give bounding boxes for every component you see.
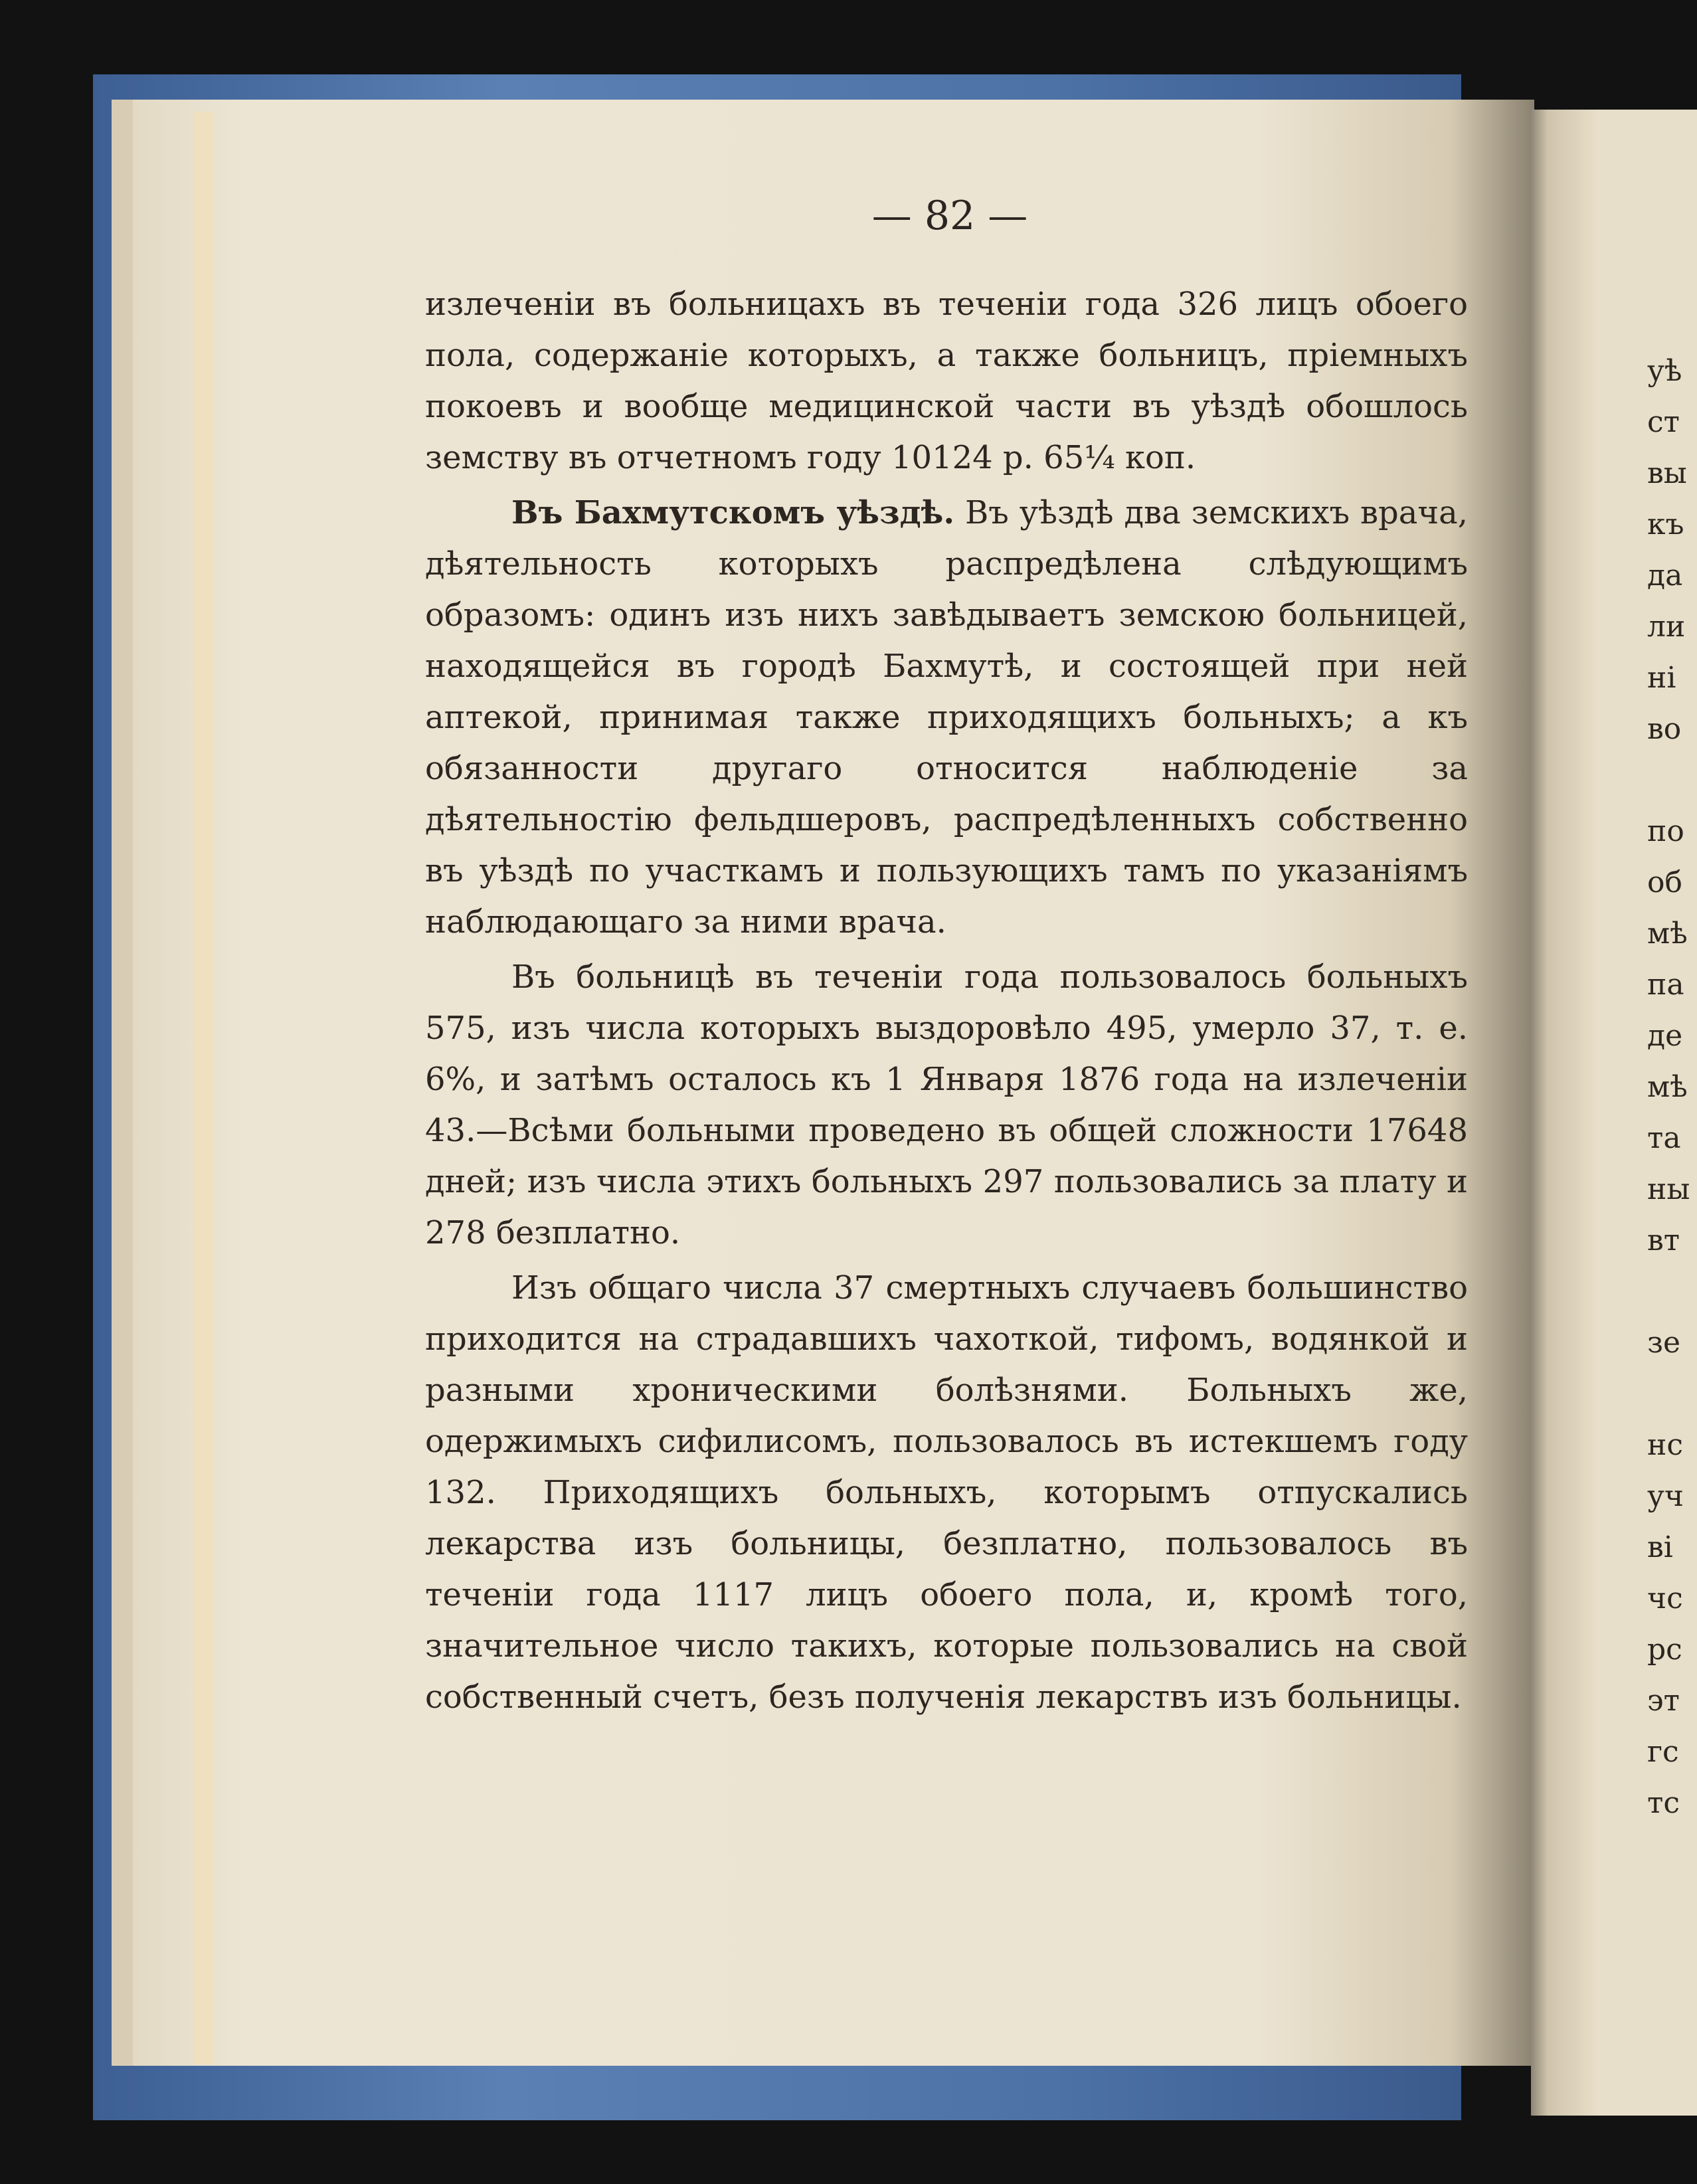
right-page-fragment: та — [1647, 1121, 1681, 1155]
right-page-fragment: во — [1647, 712, 1682, 746]
right-page-fragment: по — [1647, 814, 1684, 848]
right-page-fragment: вт — [1647, 1224, 1680, 1257]
right-page-fragment: уѣ — [1647, 354, 1682, 388]
right-page-fragment — [1647, 1368, 1694, 1419]
right-page-fragment: об — [1647, 865, 1682, 899]
right-page-fragment: мѣ — [1647, 1070, 1688, 1104]
right-page-fragment: къ — [1647, 507, 1684, 541]
right-page-fragment — [1647, 1266, 1694, 1317]
paragraph-2 — [425, 488, 1468, 948]
right-page-fragment: ні — [1647, 661, 1676, 695]
page-edge — [194, 112, 214, 2064]
paragraph-2-text: Въ уѣздѣ два земскихъ врача, дѣятельность которыхъ распредѣлена слѣдующимъ образомъ: одинъ изъ нихъ завѣдываетъ земскою больницей, находящейся въ городѣ Бахмутѣ, и состоящей при ней аптекой, принимая также приходящихъ больныхъ; а къ обязанности другаго относится наблюденіе за дѣятельностію фельдшеровъ, распредѣленныхъ собственно въ уѣздѣ по участкамъ и пользующихъ тамъ по указаніямъ наблюдающаго за ними врача. — [425, 494, 1469, 941]
page-body — [425, 279, 1468, 1727]
right-page-fragment: гс — [1647, 1735, 1679, 1769]
right-page-fragment: зе — [1647, 1326, 1681, 1360]
right-page-fragment: ны — [1647, 1172, 1690, 1206]
right-page-fragment: рс — [1647, 1633, 1682, 1667]
right-page-fragment: нс — [1647, 1428, 1683, 1462]
paragraph-1: излеченіи въ больницахъ въ теченіи года 326 лицъ обоего пола, содержаніе которыхъ, а также больницъ, пріемныхъ покоевъ и вообще медицинской части въ уѣздѣ обошлось земству въ отчетномъ году 10124 р. 65¼ коп. — [425, 286, 1468, 476]
right-page-fragment: чс — [1647, 1582, 1683, 1615]
right-page-fragment: де — [1647, 1019, 1683, 1053]
right-page-fragment: па — [1647, 968, 1684, 1002]
right-page-fragment: эт — [1647, 1684, 1680, 1718]
page-number: — 82 — — [871, 193, 1028, 239]
section-heading: Въ Бахмутскомъ уѣздѣ. — [511, 494, 955, 531]
right-page-fragment: да — [1647, 559, 1683, 592]
right-page-fragment: вы — [1647, 456, 1687, 490]
right-page-fragment: ли — [1647, 610, 1686, 644]
right-page-text-fragments — [1647, 345, 1694, 1829]
paragraph-4: Изъ общаго числа 37 смертныхъ случаевъ большинство приходится на страдавшихъ чахоткой, тифомъ, водянкой и разными хроническими болѣзнями. Больныхъ же, одержимыхъ сифилисомъ, пользовалось въ истекшемъ году 132. Приходящихъ больныхъ, которымъ отпускались лекарства изъ больницы, безплатно, пользовалось въ теченіи года 1117 лицъ обоего пола, и, кромѣ того, значительное число такихъ, которые пользовались на свой собственный счетъ, безъ полученія лекарствъ изъ больницы. — [425, 1269, 1468, 1716]
right-page-fragment: ст — [1647, 405, 1680, 439]
right-page-fragment: мѣ — [1647, 917, 1688, 951]
right-page-fragment — [1647, 755, 1694, 806]
paragraph-3: Въ больницѣ въ теченіи года пользовалось больныхъ 575, изъ числа которыхъ выздоровѣло 495, умерло 37, т. е. 6%, и затѣмъ осталось къ 1 Января 1876 года на излеченіи 43.—Всѣми больными проведено въ общей сложности 17648 дней; изъ числа этихъ больныхъ 297 пользовались за плату и 278 безплатно. — [425, 958, 1468, 1251]
right-page-fragment: уч — [1647, 1479, 1684, 1513]
right-page-fragment: ві — [1647, 1530, 1673, 1564]
right-page-fragment: тс — [1647, 1786, 1680, 1820]
